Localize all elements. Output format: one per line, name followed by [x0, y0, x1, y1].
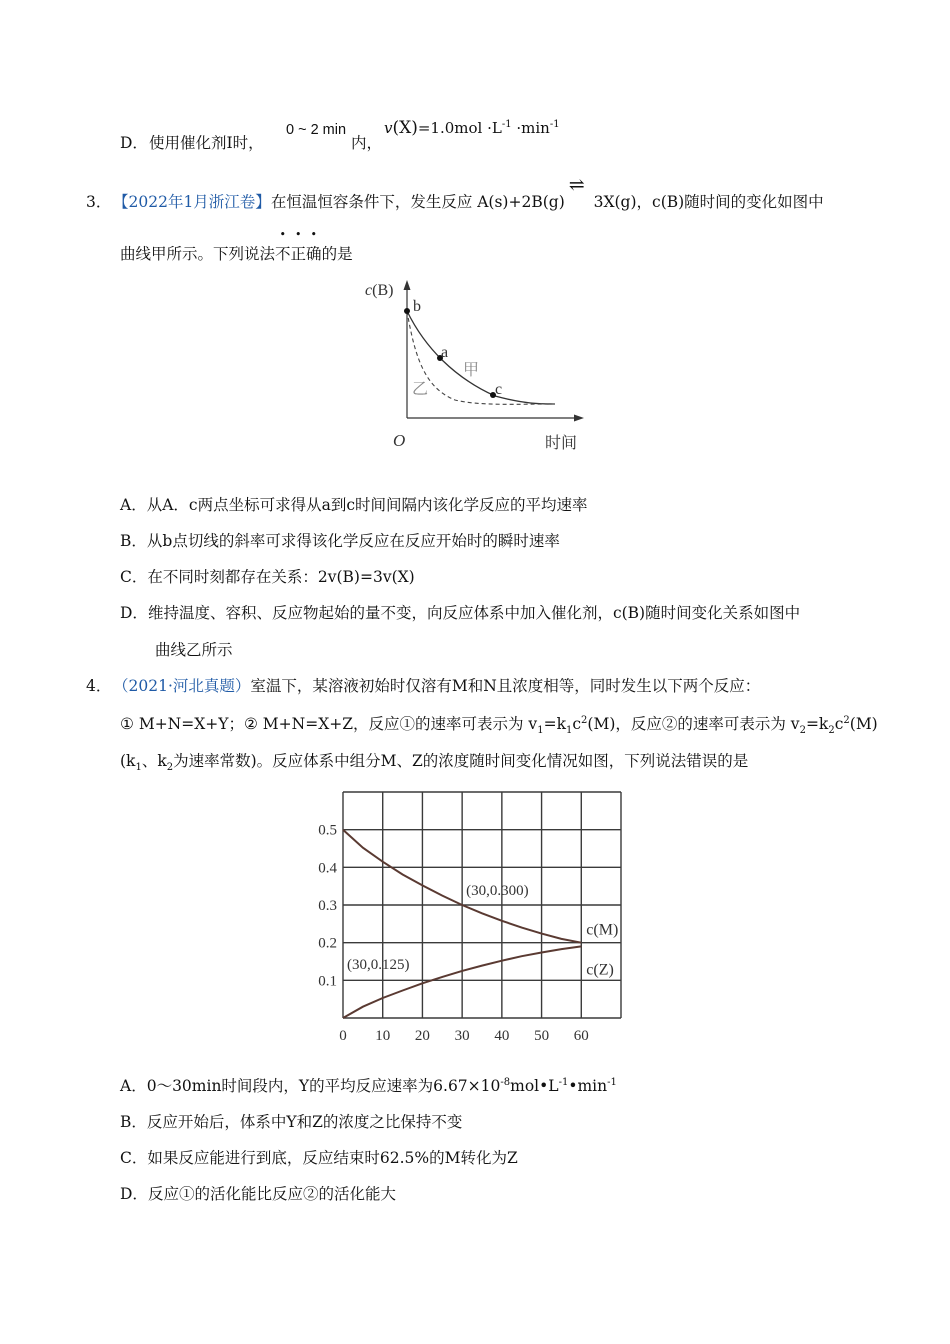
q3-stem-line1: [113, 174, 824, 212]
q3-option-d-cont: 曲线乙所示: [155, 641, 233, 659]
q4-stem-text: =k: [805, 715, 829, 733]
option-label: B．: [120, 1113, 147, 1131]
origin-label: O: [393, 431, 406, 450]
x-tick-label: 0: [339, 1028, 347, 1044]
q4-option-c: [120, 1146, 518, 1168]
q4-option-b: [120, 1110, 462, 1132]
x-tick-label: 60: [573, 1028, 589, 1044]
curve-yi: [407, 311, 555, 404]
option-text: 从b点切线的斜率可求得该化学反应在反应开始时的瞬时速率: [146, 532, 560, 550]
option-label: C．: [120, 568, 148, 586]
option-text: 在不同时刻都存在关系：2v(B)=3v(X): [147, 568, 415, 586]
emphasis-char: 确: [306, 245, 322, 263]
option-text: 使用催化剂Ⅰ时，: [149, 134, 264, 152]
x-tick-label: 40: [494, 1028, 510, 1044]
option-text: 反应①的活化能比反应②的活化能大: [147, 1185, 396, 1203]
option-label: B．: [120, 532, 147, 550]
annotation-cm-30: (30,0.300): [466, 883, 529, 899]
q4-option-d: [120, 1182, 396, 1204]
option-label: D．: [120, 1185, 148, 1203]
y-tick-label: 0.2: [318, 935, 337, 952]
exponent: -1: [501, 119, 512, 130]
x-tick-label: 50: [534, 1028, 550, 1044]
subscript: 1: [537, 725, 544, 737]
option-label: C．: [120, 1149, 148, 1167]
q3-stem-line2: [120, 242, 353, 264]
q3-option-d: [120, 601, 800, 623]
q4-option-a: [120, 1074, 617, 1096]
superscript: 2: [843, 714, 850, 726]
option-text: 维持温度、容积、反应物起始的量不变，向反应体系中加入催化剂，c(B)随时间变化关系如图中: [147, 604, 801, 622]
q3-option-a: [120, 493, 588, 515]
series-label-cz: c(Z): [586, 961, 614, 979]
subscript: 2: [166, 762, 174, 774]
superscript: -1: [558, 1076, 569, 1088]
q4-stem-text: 为速率常数)。反应体系中组分M、Z的浓度随时间变化情况如图，下列说法错误的是: [173, 752, 749, 770]
superscript: -8: [500, 1076, 511, 1088]
y-tick-label: 0.3: [318, 898, 337, 914]
equilibrium-arrow: ⇌: [568, 174, 585, 196]
superscript: 2: [581, 714, 588, 726]
y-axis-label: c(B): [365, 282, 394, 299]
emphasis-char: 不: [275, 245, 291, 263]
q4-stem-line2: [120, 712, 878, 736]
x-tick-label: 20: [414, 1028, 430, 1044]
subscript: 2: [828, 725, 835, 737]
option-text: 内，: [351, 134, 383, 152]
option-text: 如果反应能进行到底，反应结束时62.5%的M转化为Z: [147, 1149, 518, 1167]
y-tick-label: 0.1: [318, 973, 337, 990]
emphasis-char: 正: [290, 245, 307, 263]
q4-stem-text: 室温下，某溶液初始时仅溶有M和N且浓度相等，同时发生以下两个反应：: [250, 677, 761, 695]
q4-stem-text: ① M+N=X+Y；② M+N=X+Z，反应①的速率可表示为 v: [120, 715, 538, 733]
subscript: 2: [799, 725, 806, 737]
time-range: 0 ~ 2 min: [286, 122, 347, 138]
q4-stem-text: c: [572, 715, 582, 733]
option-label: A．: [120, 496, 147, 514]
v-symbol: v: [384, 119, 393, 137]
q3-stem-text: 的是: [321, 245, 353, 263]
point-b-label: b: [413, 298, 421, 315]
q3-number: 3．: [86, 193, 112, 211]
q4-stem-text: 、k: [141, 752, 167, 770]
annotation-cz-30: (30,0.125): [346, 956, 410, 973]
point-a-label: a: [441, 344, 449, 361]
q3-figure: [355, 278, 595, 456]
subscript: 1: [565, 725, 573, 737]
y-axis-arrow: [404, 280, 411, 290]
option-text: 0～30min时间段内，Y的平均反应速率为6.67×10: [146, 1077, 501, 1095]
q4-number: 4．: [86, 677, 112, 695]
q4-chart: [300, 780, 640, 1050]
y-axis-label-rest: (B): [372, 282, 394, 299]
q3-option-c: [120, 565, 415, 587]
point-b: [404, 308, 410, 314]
q3-stem-text: 在恒温恒容条件下，发生反应 A(s)+2B(g): [270, 193, 565, 211]
point-c-label: c: [495, 381, 503, 398]
v-eq: =1.0mol ·L: [417, 119, 502, 137]
exponent: -1: [549, 119, 560, 130]
x-axis-arrow: [574, 415, 584, 422]
q3-stem-text: 曲线甲所示。下列说法: [120, 245, 276, 263]
q4-source: （2021·河北真题）: [113, 677, 251, 695]
q4-stem-text: (M): [849, 715, 878, 733]
x-tick-label: 10: [375, 1028, 391, 1044]
q4-stem-text: (k: [120, 752, 136, 770]
q3-source: 【2022年1月浙江卷】: [113, 193, 271, 211]
option-label: A．: [120, 1077, 147, 1095]
curve-jia: [407, 311, 555, 404]
q3-option-b: [120, 529, 560, 551]
x-tick-label: 30: [454, 1028, 470, 1044]
option-label: D．: [120, 134, 148, 152]
option-text: •min: [568, 1077, 608, 1095]
y-tick-label: 0.5: [318, 822, 337, 839]
superscript: -1: [607, 1076, 617, 1088]
q4-stem-text: =k: [543, 715, 566, 733]
option-label: D．: [120, 604, 148, 622]
v-arg: (X): [392, 118, 418, 138]
option-text: 反应开始后，体系中Y和Z的浓度之比保持不变: [146, 1113, 463, 1131]
q4-stem-text: (M)，反应②的速率可表示为 v: [587, 715, 800, 733]
option-text: 从A．c两点坐标可求得从a到c时间间隔内该化学反应的平均速率: [146, 496, 588, 514]
y-tick-label: 0.4: [318, 860, 337, 877]
x-axis-label: 时间: [545, 435, 578, 452]
subscript: 1: [135, 762, 142, 774]
series-label-cm: c(M): [586, 921, 619, 939]
rate-expression: [384, 118, 560, 138]
v-unit: ·min: [511, 119, 550, 137]
curve-jia-label: 甲: [463, 362, 480, 379]
q4-stem-text: c: [834, 715, 844, 733]
curve-yi-label: 乙: [412, 381, 429, 398]
option-text: mol•L: [510, 1077, 559, 1095]
q3-stem-text: 3X(g)，c(B)随时间的变化如图中: [588, 193, 824, 211]
q4-stem-line1: [113, 674, 760, 696]
q4-stem-line3: [120, 749, 748, 773]
